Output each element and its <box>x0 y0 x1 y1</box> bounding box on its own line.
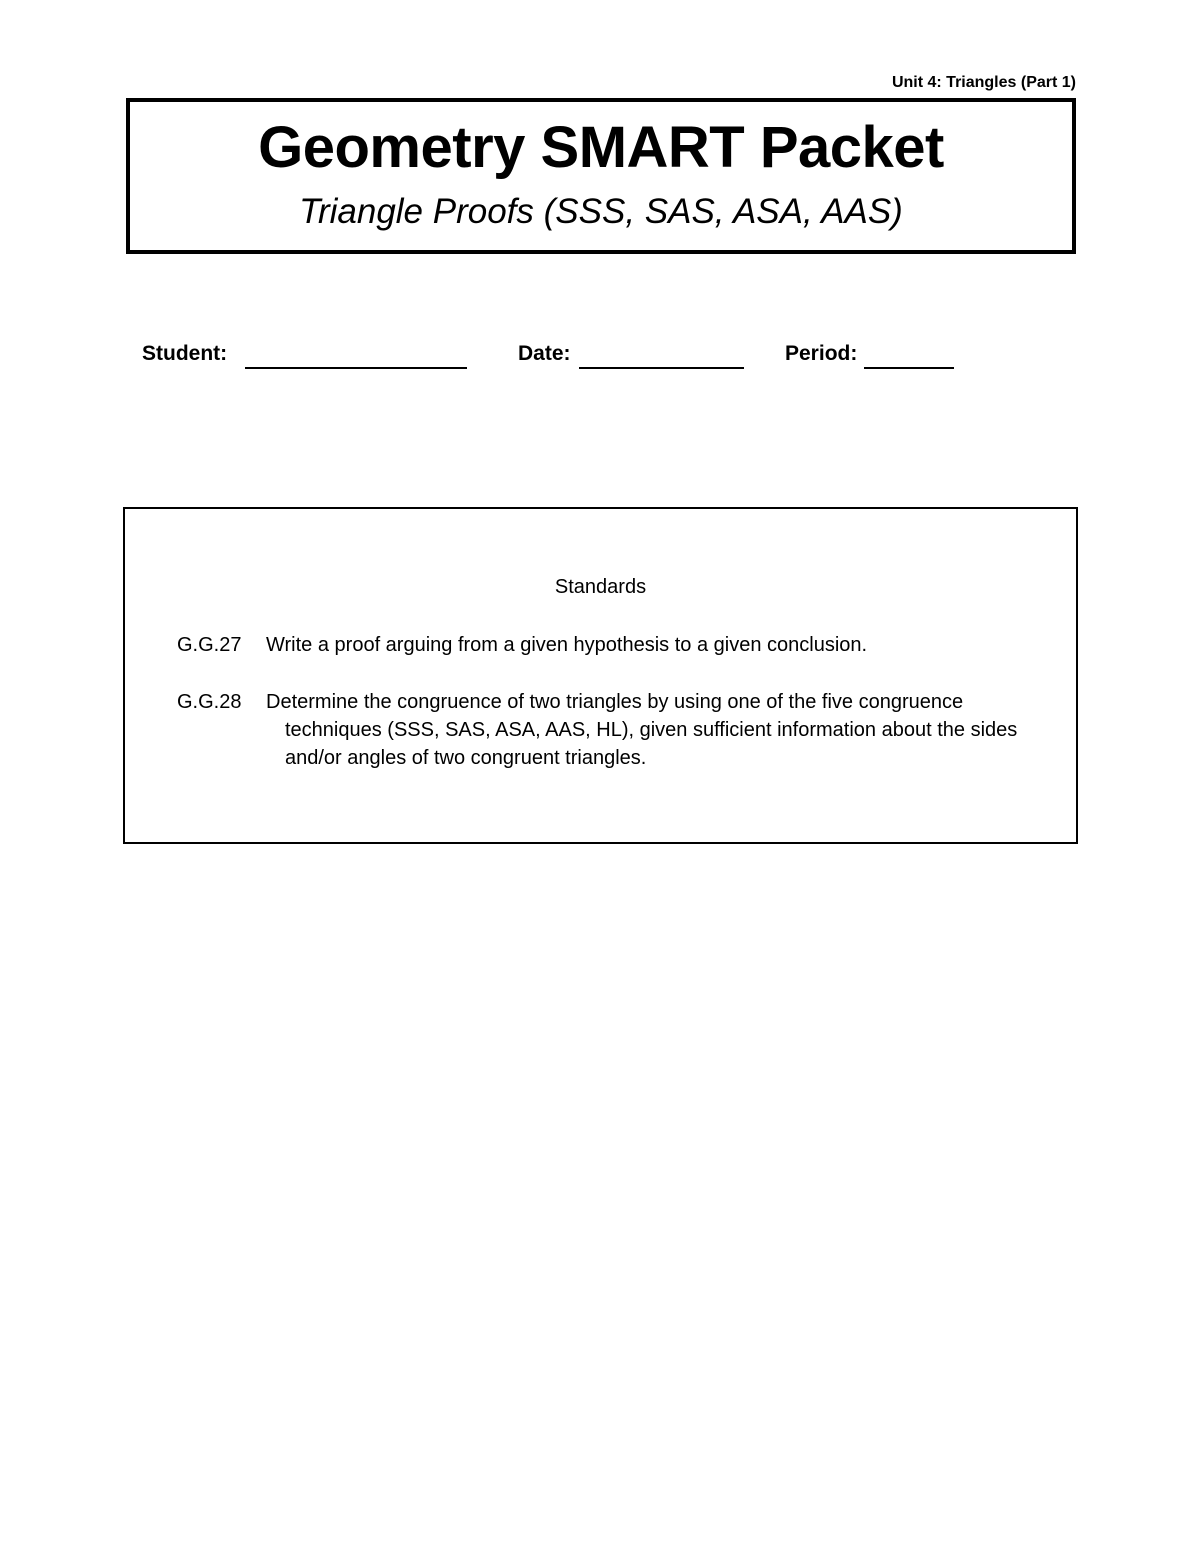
title-box <box>126 98 1076 254</box>
packet-subtitle: Triangle Proofs (SSS, SAS, ASA, AAS) <box>299 192 903 231</box>
student-blank-line[interactable] <box>245 367 467 369</box>
standard-description-line: techniques (SSS, SAS, ASA, AAS, HL), given sufficient information about the sides <box>285 719 1018 741</box>
standard-description <box>266 631 1056 659</box>
standard-code: G.G.28 <box>177 691 242 713</box>
standards-heading: Standards <box>554 576 647 598</box>
unit-label: Unit 4: Triangles (Part 1) <box>891 74 1076 91</box>
standard-description <box>266 688 1056 772</box>
period-label: Period: <box>785 342 858 365</box>
period-blank-line[interactable] <box>864 367 954 369</box>
standards-box <box>123 507 1078 844</box>
packet-title: Geometry SMART Packet <box>258 115 944 180</box>
student-label: Student: <box>142 342 228 365</box>
date-blank-line[interactable] <box>579 367 744 369</box>
standard-description-line: and/or angles of two congruent triangles. <box>285 747 647 769</box>
date-label: Date: <box>518 342 571 365</box>
standard-code: G.G.27 <box>177 634 242 656</box>
standard-description-line: Determine the congruence of two triangles by using one of the five congruence <box>266 691 964 713</box>
standard-description-line: Write a proof arguing from a given hypothesis to a given conclusion. <box>266 634 868 656</box>
